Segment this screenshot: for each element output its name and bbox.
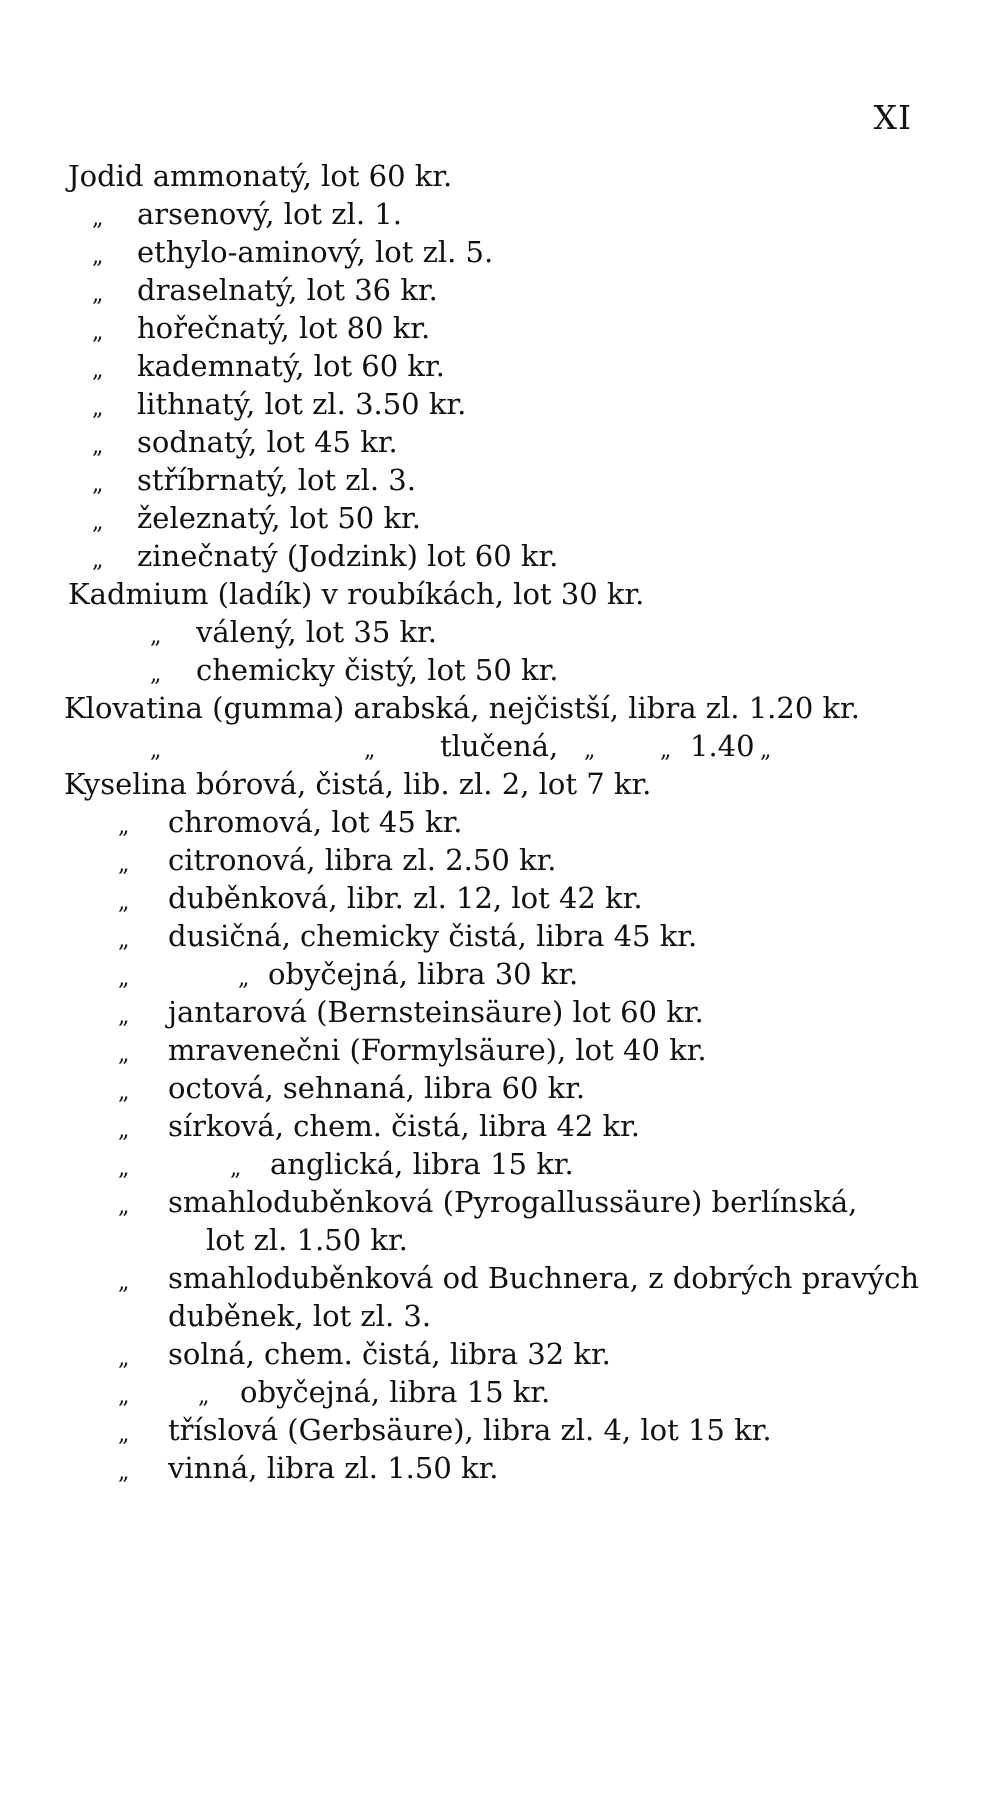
list-item: válený, lot 35 kr. (196, 615, 437, 649)
price-value: 1.40 (690, 729, 755, 763)
ditto-mark: „ (230, 1156, 242, 1181)
ditto-mark: „ (118, 1460, 130, 1485)
entry-kadmium-title: Kadmium (ladík) v roubíkách, lot 30 kr. (68, 577, 645, 611)
ditto-mark: „ (92, 510, 104, 535)
list-item: železnatý, lot 50 kr. (137, 501, 421, 535)
ditto-mark: „ (118, 928, 130, 953)
list-item: lithnatý, lot zl. 3.50 kr. (137, 387, 467, 421)
entry-kyselina-title: Kyselina bórová, čistá, lib. zl. 2, lot 7 kr. (64, 767, 652, 801)
ditto-mark: „ (118, 1080, 130, 1105)
ditto-mark: „ (92, 206, 104, 231)
ditto-mark: „ (118, 852, 130, 877)
ditto-mark: „ (118, 966, 130, 991)
list-item: citronová, libra zl. 2.50 kr. (168, 843, 557, 877)
ditto-mark: „ (92, 548, 104, 573)
list-item: tříslová (Gerbsäure), libra zl. 4, lot 15 kr. (168, 1413, 772, 1447)
ditto-mark: „ (364, 738, 376, 763)
list-item: obyčejná, libra 30 kr. (268, 957, 579, 991)
ditto-mark: „ (118, 1384, 130, 1409)
list-item: chemicky čistý, lot 50 kr. (196, 653, 559, 687)
list-item: vinná, libra zl. 1.50 kr. (168, 1451, 499, 1485)
ditto-mark: „ (660, 738, 672, 763)
list-item: chromová, lot 45 kr. (168, 805, 463, 839)
list-item: smahloduběnková (Pyrogallussäure) berlínská, (168, 1185, 858, 1219)
ditto-mark: „ (92, 396, 104, 421)
list-item: duběnková, libr. zl. 12, lot 42 kr. (168, 881, 643, 915)
list-item: kademnatý, lot 60 kr. (137, 349, 445, 383)
ditto-mark: „ (118, 1346, 130, 1371)
ditto-mark: „ (92, 282, 104, 307)
ditto-mark: „ (150, 662, 162, 687)
ditto-mark: „ (92, 358, 104, 383)
list-item: anglická, libra 15 kr. (270, 1147, 574, 1181)
ditto-mark: „ (118, 1270, 130, 1295)
list-item: stříbrnatý, lot zl. 3. (137, 463, 416, 497)
entry-klovatina-title: Klovatina (gumma) arabská, nejčistší, libra zl. 1.20 kr. (64, 691, 860, 725)
list-item: sírková, chem. čistá, libra 42 kr. (168, 1109, 641, 1143)
ditto-mark: „ (760, 738, 772, 763)
list-item: zinečnatý (Jodzink) lot 60 kr. (137, 539, 559, 573)
ditto-mark: „ (150, 624, 162, 649)
list-item: obyčejná, libra 15 kr. (240, 1375, 551, 1409)
ditto-mark: „ (118, 890, 130, 915)
page-number: XI (873, 98, 912, 137)
ditto-mark: „ (118, 1194, 130, 1219)
ditto-mark: „ (118, 1422, 130, 1447)
list-item: arsenový, lot zl. 1. (137, 197, 402, 231)
list-item: solná, chem. čistá, libra 32 kr. (168, 1337, 611, 1371)
ditto-mark: „ (118, 814, 130, 839)
ditto-mark: „ (118, 1156, 130, 1181)
ditto-mark: „ (238, 966, 250, 991)
list-item: draselnatý, lot 36 kr. (137, 273, 438, 307)
list-item-continuation: duběnek, lot zl. 3. (168, 1299, 432, 1333)
ditto-mark: „ (198, 1384, 210, 1409)
list-item-continuation: lot zl. 1.50 kr. (206, 1223, 408, 1257)
list-item: jantarová (Bernsteinsäure) lot 60 kr. (168, 995, 704, 1029)
list-item: octová, sehnaná, libra 60 kr. (168, 1071, 586, 1105)
ditto-mark: „ (92, 434, 104, 459)
ditto-mark: „ (584, 738, 596, 763)
ditto-mark: „ (92, 244, 104, 269)
list-item: dusičná, chemicky čistá, libra 45 kr. (168, 919, 698, 953)
ditto-mark: „ (118, 1042, 130, 1067)
list-item: ethylo-aminový, lot zl. 5. (137, 235, 494, 269)
list-item: hořečnatý, lot 80 kr. (137, 311, 431, 345)
list-item: sodnatý, lot 45 kr. (137, 425, 398, 459)
list-item: smahloduběnková od Buchnera, z dobrých pravých (168, 1261, 920, 1295)
ditto-mark: „ (118, 1004, 130, 1029)
ditto-mark: „ (118, 1118, 130, 1143)
ditto-mark: „ (92, 320, 104, 345)
ditto-mark: „ (150, 738, 162, 763)
ditto-mark: „ (92, 472, 104, 497)
entry-jodid-title: Jodid ammonatý, lot 60 kr. (68, 159, 453, 193)
list-item: tlučená, (440, 729, 559, 763)
list-item: mravenečni (Formylsäure), lot 40 kr. (168, 1033, 707, 1067)
